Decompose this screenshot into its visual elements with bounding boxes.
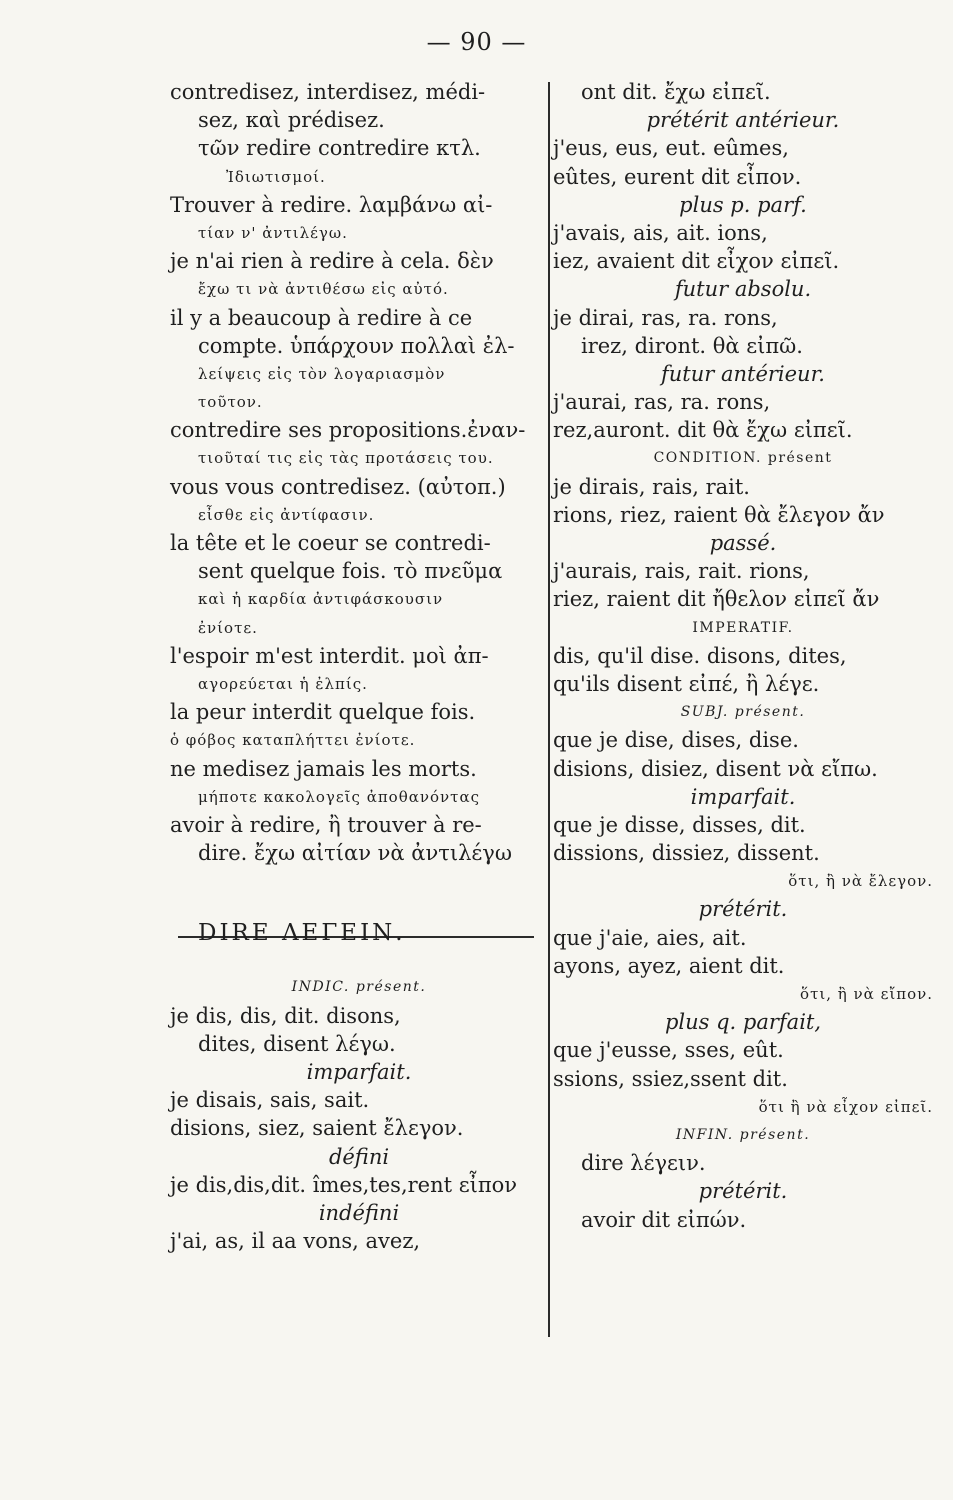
tense-heading: passé. [709,531,777,555]
text-line: disions, disiez, disent νὰ εἴπω. [553,756,878,781]
text-line: je dirais, rais, rait. [553,474,750,499]
text-line: dites, disent λέγω. [198,1031,396,1056]
tense-heading: défini [328,1144,390,1169]
text-line: que j'aie, aies, ait. [553,925,747,950]
tense-heading: INDIC. présent. [291,979,427,996]
tense-heading: imparfait. [306,1060,412,1084]
tense-heading: INFIN. présent. [675,1126,811,1143]
text-line: qu'ils disent εἰπέ, ἢ λέγε. [553,671,820,696]
text-line: iez, avaient dit εἶχον εἰπεῖ. [553,249,840,274]
text-line: disions, siez, saient ἔλεγον. [170,1116,464,1141]
text-line: ssions, ssiez,ssent dit. [553,1066,788,1091]
text-line: avoir à redire, ἢ trouver à re- [170,812,482,837]
section-heading: DIRE ΛΕΓΕΙΝ. [198,920,406,947]
text-line: je disais, sais, sait. [170,1088,370,1113]
text-line: αγορεύεται ἡ ἐλπίς. [198,674,368,693]
text-line: irez, diront. θὰ εἰπῶ. [581,333,803,358]
text-line: dis, qu'il dise. disons, dites, [553,643,847,668]
text-line: sent quelque fois. τὸ πνεῦμα [198,559,503,584]
left-column [170,78,548,1255]
column-divider [548,82,550,1337]
text-line: sez, καὶ prédisez. [198,108,385,133]
text-line: riez, raient dit ἤθελον εἰπεῖ ἄν [553,587,880,612]
tense-heading: CONDITION. présent [653,450,833,467]
text-line: que je disse, disses, dit. [553,812,806,837]
tense-heading: prétérit. [698,1179,788,1204]
text-line: Ἰδιωτισμοί. [226,167,326,186]
text-line: j'avais, ais, ait. ions, [553,220,768,245]
text-line: εἶσθε εἰς ἀντίφασιν. [198,505,375,524]
text-line: ont dit. ἔχω εἰπεῖ. [581,80,771,104]
text-line: ὅτι, ἢ νὰ ἔλεγον. [788,872,933,891]
text-line: τῶν redire contredire κτλ. [198,136,481,161]
tense-heading: plus q. parfait, [664,1010,822,1035]
text-line: μήποτε κακολογεῖς ἀποθανόντας [198,787,480,806]
text-line: rions, riez, raient θὰ ἔλεγον ἄν [553,502,885,527]
text-line: καὶ ἡ καρδία ἀντιφάσκουσιν [198,590,444,609]
text-line: ὅτι, ἢ νὰ εἴπον. [800,985,933,1003]
tense-heading: futur absolu. [674,277,812,302]
text-line: contredire ses propositions.ἐναν- [170,418,526,443]
text-line: contredisez, interdisez, médi- [170,80,486,104]
text-line: que je dise, dises, dise. [553,728,799,753]
tense-heading: imparfait. [690,784,796,809]
text-line: vous vous contredisez. (αὐτοπ.) [170,474,506,499]
tense-heading: SUBJ. présent. [680,704,806,721]
text-line: ἐνίοτε. [198,618,258,637]
text-line: je dirai, ras, ra. rons, [553,305,778,330]
text-line: j'aurais, rais, rait. rions, [553,559,810,584]
text-line: ayons, ayez, aient dit. [553,953,785,978]
text-line: compte. ὑπάρχουν πολλαὶ ἐλ- [198,333,515,358]
tense-heading: plus p. parf. [679,192,807,217]
text-line: dire λέγειν. [581,1151,706,1176]
text-line: que j'eusse, sses, eût. [553,1038,784,1063]
text-line: la peur interdit quelque fois. [170,700,476,725]
text-line: j'eus, eus, eut. eûmes, [553,136,789,161]
tense-heading: prétérit antérieur. [646,108,840,133]
tense-heading: futur antérieur. [660,361,825,386]
text-line: Trouver à redire. λαμβάνω αἰ- [170,192,493,217]
text-line: eûtes, eurent dit εἶπον. [553,164,802,189]
tense-heading: indéfini [318,1200,400,1225]
text-line: ἔχω τι νὰ ἀντιθέσω εἰς αὐτό. [198,280,449,299]
text-line: ὁ φόβος καταπλήττει ἐνίοτε. [170,731,416,750]
text-line: je dis,dis,dit. îmes,tes,rent εἶπον [170,1172,518,1197]
text-line: rez,auront. dit θὰ ἔχω εἰπεῖ. [553,418,853,443]
right-column [553,78,933,1234]
text-line: l'espoir m'est interdit. μοὶ ἀπ- [170,643,489,668]
text-line: je dis, dis, dit. disons, [170,1003,401,1028]
text-line: il y a beaucoup à redire à ce [170,305,473,330]
text-line: dissions, dissiez, dissent. [553,841,820,866]
text-line: j'ai, as, il aa vons, avez, [170,1229,421,1254]
text-line: j'aurai, ras, ra. rons, [553,390,771,415]
page-number: — 90 — [426,28,527,56]
text-line: ὅτι ἢ νὰ εἶχον εἰπεῖ. [758,1097,933,1116]
tense-heading: prétérit. [698,897,788,922]
text-line: τιοῦταί τις εἰς τὰς προτάσεις του. [198,449,494,468]
text-line: je n'ai rien à redire à cela. δὲν [170,249,494,274]
text-line: la tête et le coeur se contredi- [170,531,491,555]
text-line: dire. ἔχω αἰτίαν νὰ ἀντιλέγω [198,841,512,866]
text-line: τοῦτον. [198,393,263,412]
text-line: avoir dit εἰπών. [581,1207,747,1232]
tense-heading: IMPERATIF. [692,619,794,636]
text-line: ne medisez jamais les morts. [170,756,477,781]
text-line: λείψεις εἰς τὸν λογαριασμὸν [198,364,446,383]
text-line: τίαν ν' ἀντιλέγω. [198,223,348,242]
